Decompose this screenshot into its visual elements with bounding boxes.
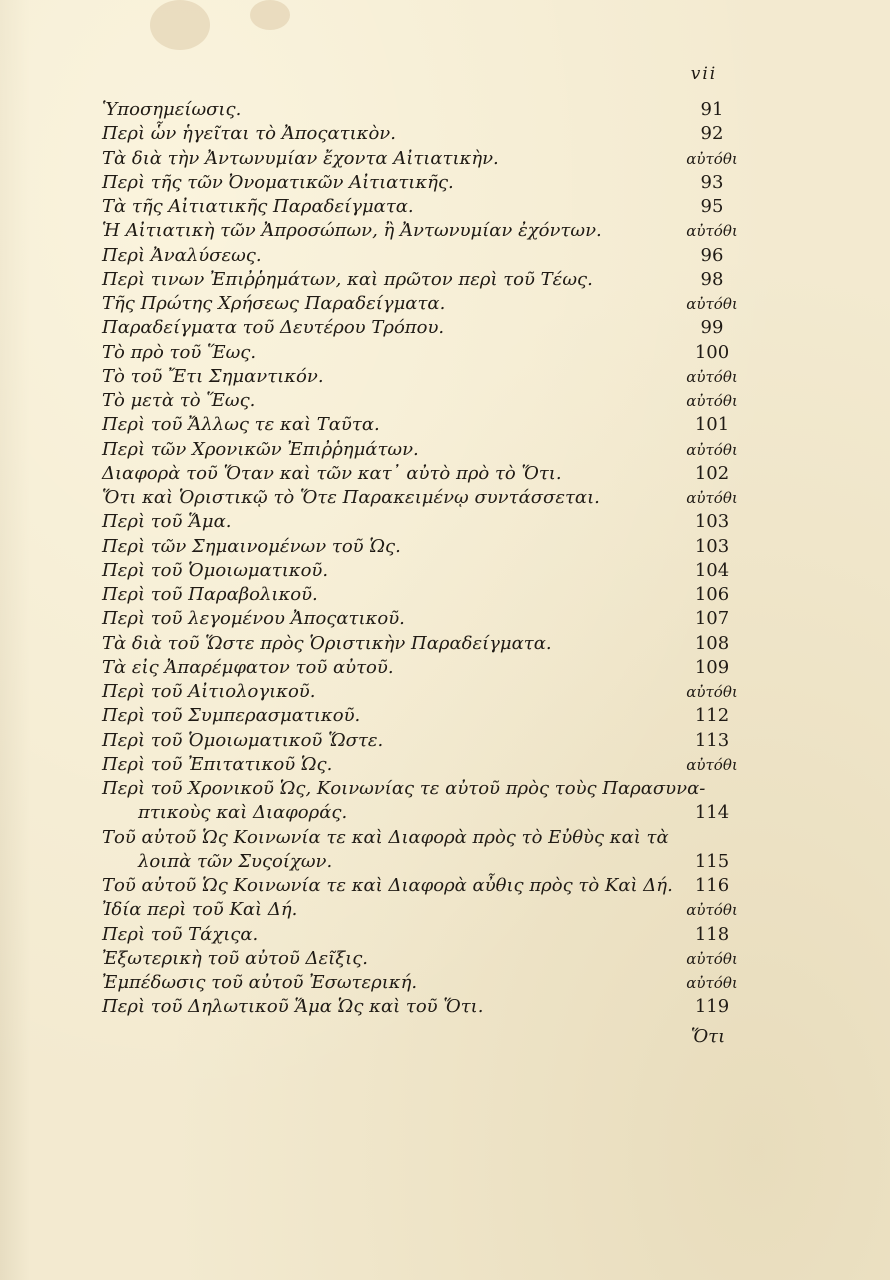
toc-entry [0, 777, 890, 801]
entry-page-number: 108 [694, 633, 730, 654]
entry-title: Περὶ τινων Ἐπιῤῥημάτων, καὶ πρῶτον περὶ τοῦ Τέως. [102, 269, 593, 290]
entry-page-number: 101 [694, 414, 730, 435]
entry-title: Περὶ τοῦ Τάχιςα. [102, 924, 259, 945]
entry-page-number: 114 [694, 802, 730, 823]
toc-entry [0, 583, 890, 607]
entry-page-number: 115 [694, 851, 730, 872]
toc-entry [0, 292, 890, 316]
entry-page-number: αὐτόθι [686, 150, 738, 168]
entry-title: Περὶ τῶν Χρονικῶν Ἐπιῤῥημάτων. [102, 439, 419, 460]
entry-page-number: 103 [694, 511, 730, 532]
entry-title: Ἐξωτερικὴ τοῦ αὐτοῦ Δεῖξις. [102, 948, 369, 969]
toc-entry [0, 171, 890, 195]
toc-entry [0, 535, 890, 559]
toc-entry [0, 413, 890, 437]
toc-entry [0, 389, 890, 413]
toc-entry [0, 729, 890, 753]
toc-entry [0, 632, 890, 656]
toc-entry [0, 486, 890, 510]
entry-title: Ἰδία περὶ τοῦ Καὶ Δή. [102, 899, 298, 920]
toc-entry [0, 219, 890, 243]
entry-title: Τὰ διὰ τὴν Ἀντωνυμίαν ἔχοντα Αἰτιατικὴν. [102, 148, 499, 169]
entry-page-number: αὐτόθι [686, 368, 738, 386]
entry-title: Περὶ τῶν Σημαινομένων τοῦ Ὡς. [102, 536, 401, 557]
entry-page-number: 99 [700, 317, 724, 338]
entry-page-number: 96 [700, 245, 724, 266]
entry-title: Περὶ τοῦ Ὁμοιωματικοῦ Ὥστε. [102, 730, 384, 751]
toc-entry [0, 147, 890, 171]
toc-entry [0, 122, 890, 146]
catchword: Ὅτι [690, 1026, 726, 1047]
entry-title: Τὸ πρὸ τοῦ Ἕως. [102, 342, 257, 363]
entry-page-number: αὐτόθι [686, 489, 738, 507]
entry-page-number: 109 [694, 657, 730, 678]
entry-title: Περὶ τοῦ Ἄλλως τε καὶ Ταῦτα. [102, 414, 380, 435]
entry-page-number: 119 [694, 996, 730, 1017]
entry-title: Παραδείγματα τοῦ Δευτέρου Τρόπου. [102, 317, 445, 338]
entry-page-number: 107 [694, 608, 730, 629]
entry-page-number: αὐτόθι [686, 901, 738, 919]
entry-page-number: 91 [700, 99, 724, 120]
entry-page-number: αὐτόθι [686, 392, 738, 410]
entry-title: Τὸ τοῦ Ἔτι Σημαντικόν. [102, 366, 324, 387]
entry-title: Περὶ τοῦ λεγομένου Ἀποςατικοῦ. [102, 608, 405, 629]
entry-page-number: αὐτόθι [686, 295, 738, 313]
entry-title: Περὶ τοῦ Χρονικοῦ Ὡς, Κοινωνίας τε αὐτοῦ πρὸς τοὺς Παρασυνα- [102, 778, 706, 799]
toc-entry [0, 801, 890, 825]
toc-entry [0, 898, 890, 922]
entry-title: Περὶ τοῦ Δηλωτικοῦ Ἅμα Ὡς καὶ τοῦ Ὅτι. [102, 996, 484, 1017]
toc-entry [0, 244, 890, 268]
entry-title: Ὅτι καὶ Ὁριστικῷ τὸ Ὅτε Παρακειμένῳ συντάσσεται. [102, 487, 600, 508]
toc-entry [0, 365, 890, 389]
entry-title: Περὶ τοῦ Αἰτιολογικοῦ. [102, 681, 316, 702]
entry-page-number: 106 [694, 584, 730, 605]
toc-entry [0, 826, 890, 850]
toc-entry [0, 341, 890, 365]
entry-page-number: αὐτόθι [686, 441, 738, 459]
toc-entry [0, 874, 890, 898]
entry-page-number: αὐτόθι [686, 683, 738, 701]
entry-title: Διαφορὰ τοῦ Ὅταν καὶ τῶν κατ᾽ αὐτὸ πρὸ τὸ Ὅτι. [102, 463, 562, 484]
toc-entry [0, 680, 890, 704]
entry-title: Περὶ τῆς τῶν Ὀνοματικῶν Αἰτιατικῆς. [102, 172, 454, 193]
entry-title: Ἐμπέδωσις τοῦ αὐτοῦ Ἐσωτερική. [102, 972, 418, 993]
entry-title: λοιπὰ τῶν Συςοίχων. [138, 851, 333, 872]
entry-page-number: 93 [700, 172, 724, 193]
toc-entry [0, 923, 890, 947]
entry-title: Τοῦ αὐτοῦ Ὡς Κοινωνία τε καὶ Διαφορὰ πρὸς τὸ Εὐθὺς καὶ τὰ [102, 827, 669, 848]
toc-entry [0, 510, 890, 534]
entry-page-number: 92 [700, 123, 724, 144]
entry-title: Τὰ εἰς Ἀπαρέμφατον τοῦ αὐτοῦ. [102, 657, 394, 678]
entry-title: Ὑποσημείωσις. [102, 99, 242, 120]
entry-title: Ἡ Αἰτιατικὴ τῶν Ἀπροσώπων, ἢ Ἀντωνυμίαν ἐχόντων. [102, 220, 602, 241]
toc-entry [0, 559, 890, 583]
toc-entry [0, 462, 890, 486]
toc-entry [0, 607, 890, 631]
entry-title: Τοῦ αὐτοῦ Ὡς Κοινωνία τε καὶ Διαφορὰ αὖθις πρὸς τὸ Καὶ Δή. [102, 875, 673, 896]
entry-page-number: αὐτόθι [686, 950, 738, 968]
entry-page-number: αὐτόθι [686, 974, 738, 992]
entry-page-number: 116 [694, 875, 730, 896]
entry-page-number: 104 [694, 560, 730, 581]
entry-title: Τῆς Πρώτης Χρήσεως Παραδείγματα. [102, 293, 446, 314]
entry-title: Περὶ ὧν ἡγεῖται τὸ Ἀποςατικὸν. [102, 123, 396, 144]
entry-page-number: 98 [700, 269, 724, 290]
entry-title: Τὸ μετὰ τὸ Ἕως. [102, 390, 256, 411]
entry-title: Περὶ τοῦ Παραβολικοῦ. [102, 584, 318, 605]
entry-title: Περὶ τοῦ Ἐπιτατικοῦ Ὡς. [102, 754, 333, 775]
toc-entry [0, 971, 890, 995]
entry-page-number: 113 [694, 730, 730, 751]
toc-entry [0, 438, 890, 462]
entry-page-number: 112 [694, 705, 730, 726]
toc-entry [0, 316, 890, 340]
entry-page-number: 100 [694, 342, 730, 363]
entry-title: Περὶ τοῦ Ἅμα. [102, 511, 232, 532]
toc-entry [0, 995, 890, 1019]
entry-page-number: αὐτόθι [686, 756, 738, 774]
toc-entry [0, 704, 890, 728]
entry-title: πτικοὺς καὶ Διαφοράς. [138, 802, 348, 823]
entry-title: Περὶ τοῦ Ὁμοιωματικοῦ. [102, 560, 329, 581]
toc-entry [0, 268, 890, 292]
entry-title: Περὶ Ἀναλύσεως. [102, 245, 262, 266]
entry-page-number: 103 [694, 536, 730, 557]
toc-entry [0, 753, 890, 777]
entry-title: Τὰ τῆς Αἰτιατικῆς Παραδείγματα. [102, 196, 414, 217]
entry-page-number: 102 [694, 463, 730, 484]
toc-entry [0, 947, 890, 971]
entry-page-number: 118 [694, 924, 730, 945]
toc-entry [0, 850, 890, 874]
toc-entry [0, 98, 890, 122]
folio-number: vii [690, 64, 718, 84]
entry-title: Περὶ τοῦ Συμπερασματικοῦ. [102, 705, 361, 726]
toc-entry [0, 195, 890, 219]
entry-page-number: αὐτόθι [686, 222, 738, 240]
toc-entry [0, 656, 890, 680]
entry-page-number: 95 [700, 196, 724, 217]
entry-title: Τὰ διὰ τοῦ Ὥστε πρὸς Ὁριστικὴν Παραδείγματα. [102, 633, 552, 654]
